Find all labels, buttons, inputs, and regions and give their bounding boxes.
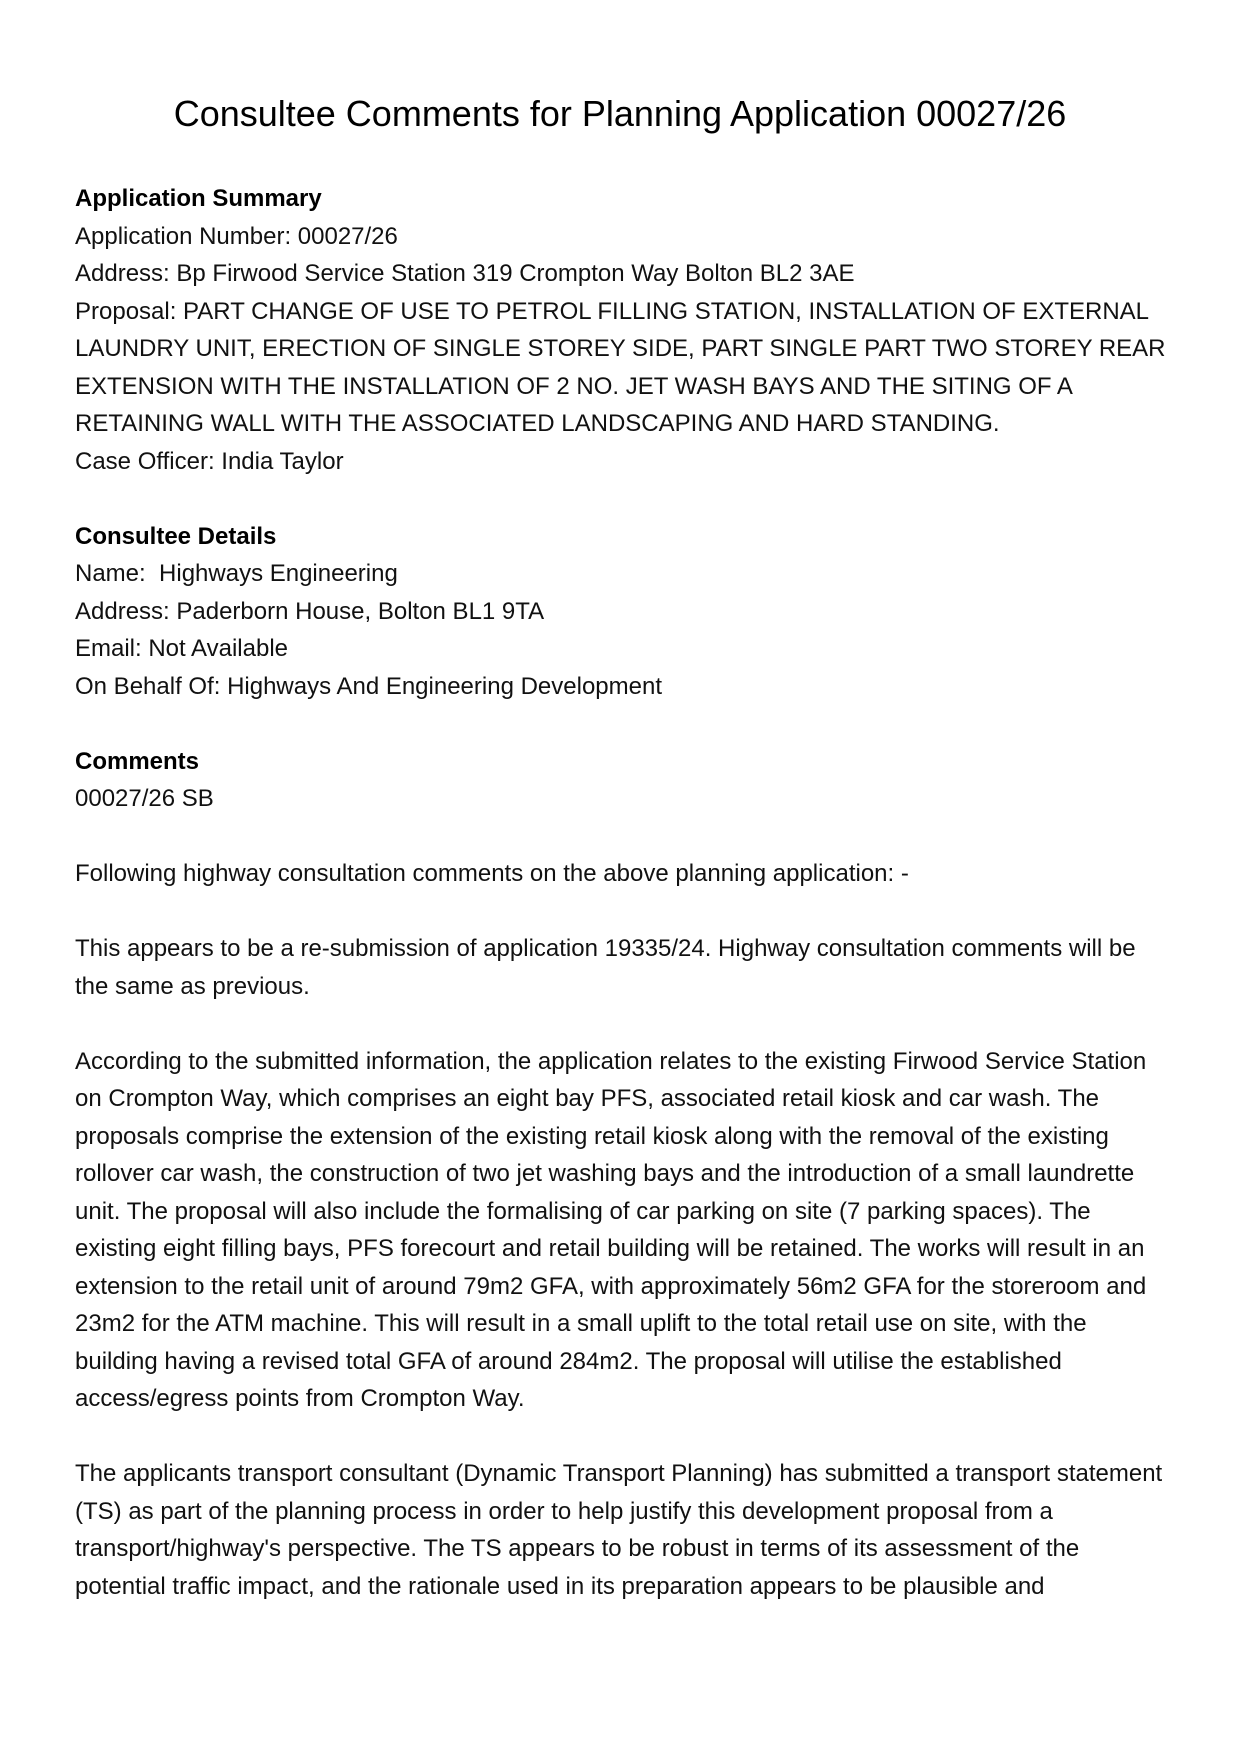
consultee-name: Name: Highways Engineering xyxy=(75,560,398,587)
comment-paragraph: This appears to be a re-submission of application 19335/24. Highway consultation comments will be the same as previous. xyxy=(75,935,1136,1000)
application-proposal: Proposal: PART CHANGE OF USE TO PETROL FILLING STATION, INSTALLATION OF EXTERNAL LAUNDRY UNIT, ERECTION OF SINGLE STOREY SIDE, PART SINGLE PART TWO STOREY REAR EXTENSION WITH THE INSTALLATION OF 2 NO. JET WASH BAYS AND THE SITING OF A RETAINING WALL WITH THE ASSOCIATED LANDSCAPING AND HARD STANDING. xyxy=(75,297,1166,437)
application-summary-heading: Application Summary xyxy=(75,185,322,212)
consultee-email: Email: Not Available xyxy=(75,635,288,662)
comment-paragraph: Following highway consultation comments on the above planning application: - xyxy=(75,860,909,887)
comment-paragraph: According to the submitted information, the application relates to the existing Firwood Service Station on Crompton Way, which comprises an eight bay PFS, associated retail kiosk and car wash. The proposals comprise the extension of the existing retail kiosk along with the removal of the existing rollover car wash, the construction of two jet washing bays and the introduction of a small laundrette unit. The proposal will also include the formalising of car parking on site (7 parking spaces). The existing eight filling bays, PFS forecourt and retail building will be retained. The works will result in an extension to the retail unit of around 79m2 GFA, with approximately 56m2 GFA for the storeroom and 23m2 for the ATM machine. This will result in a small uplift to the total retail use on site, with the building having a revised total GFA of around 284m2. The proposal will utilise the established access/egress points from Crompton Way. xyxy=(75,1047,1147,1412)
comments-heading: Comments xyxy=(75,747,200,775)
case-officer: Case Officer: India Taylor xyxy=(75,447,344,475)
comments-reference: 00027/26 SB xyxy=(75,785,214,812)
paragraph-spacer xyxy=(75,1418,1165,1456)
application-summary-section xyxy=(75,180,1165,480)
application-address: Address: Bp Firwood Service Station 319 Crompton Way Bolton BL2 3AE xyxy=(75,260,855,287)
comment-paragraph: The applicants transport consultant (Dynamic Transport Planning) has submitted a transport statement (TS) as part of the planning process in order to help justify this development proposal from a transport/highway's perspective. The TS appears to be robust in terms of its assessment of the potential traffic impact, and the rationale used in its preparation appears to be plausible and xyxy=(75,1460,1163,1600)
paragraph-spacer xyxy=(75,1005,1165,1043)
page-title: Consultee Comments for Planning Application 00027/26 xyxy=(173,93,1067,134)
application-number: Application Number: 00027/26 xyxy=(75,222,398,250)
consultee-address: Address: Paderborn House, Bolton BL1 9TA xyxy=(75,597,545,625)
consultee-on-behalf-of: On Behalf Of: Highways And Engineering Development xyxy=(75,672,663,700)
consultee-details-heading: Consultee Details xyxy=(75,522,277,550)
consultee-details-section xyxy=(75,518,1165,706)
section-spacer xyxy=(75,705,1165,743)
comments-section xyxy=(75,743,1165,1606)
section-spacer xyxy=(75,480,1165,518)
paragraph-spacer xyxy=(75,818,1165,856)
paragraph-spacer xyxy=(75,893,1165,931)
